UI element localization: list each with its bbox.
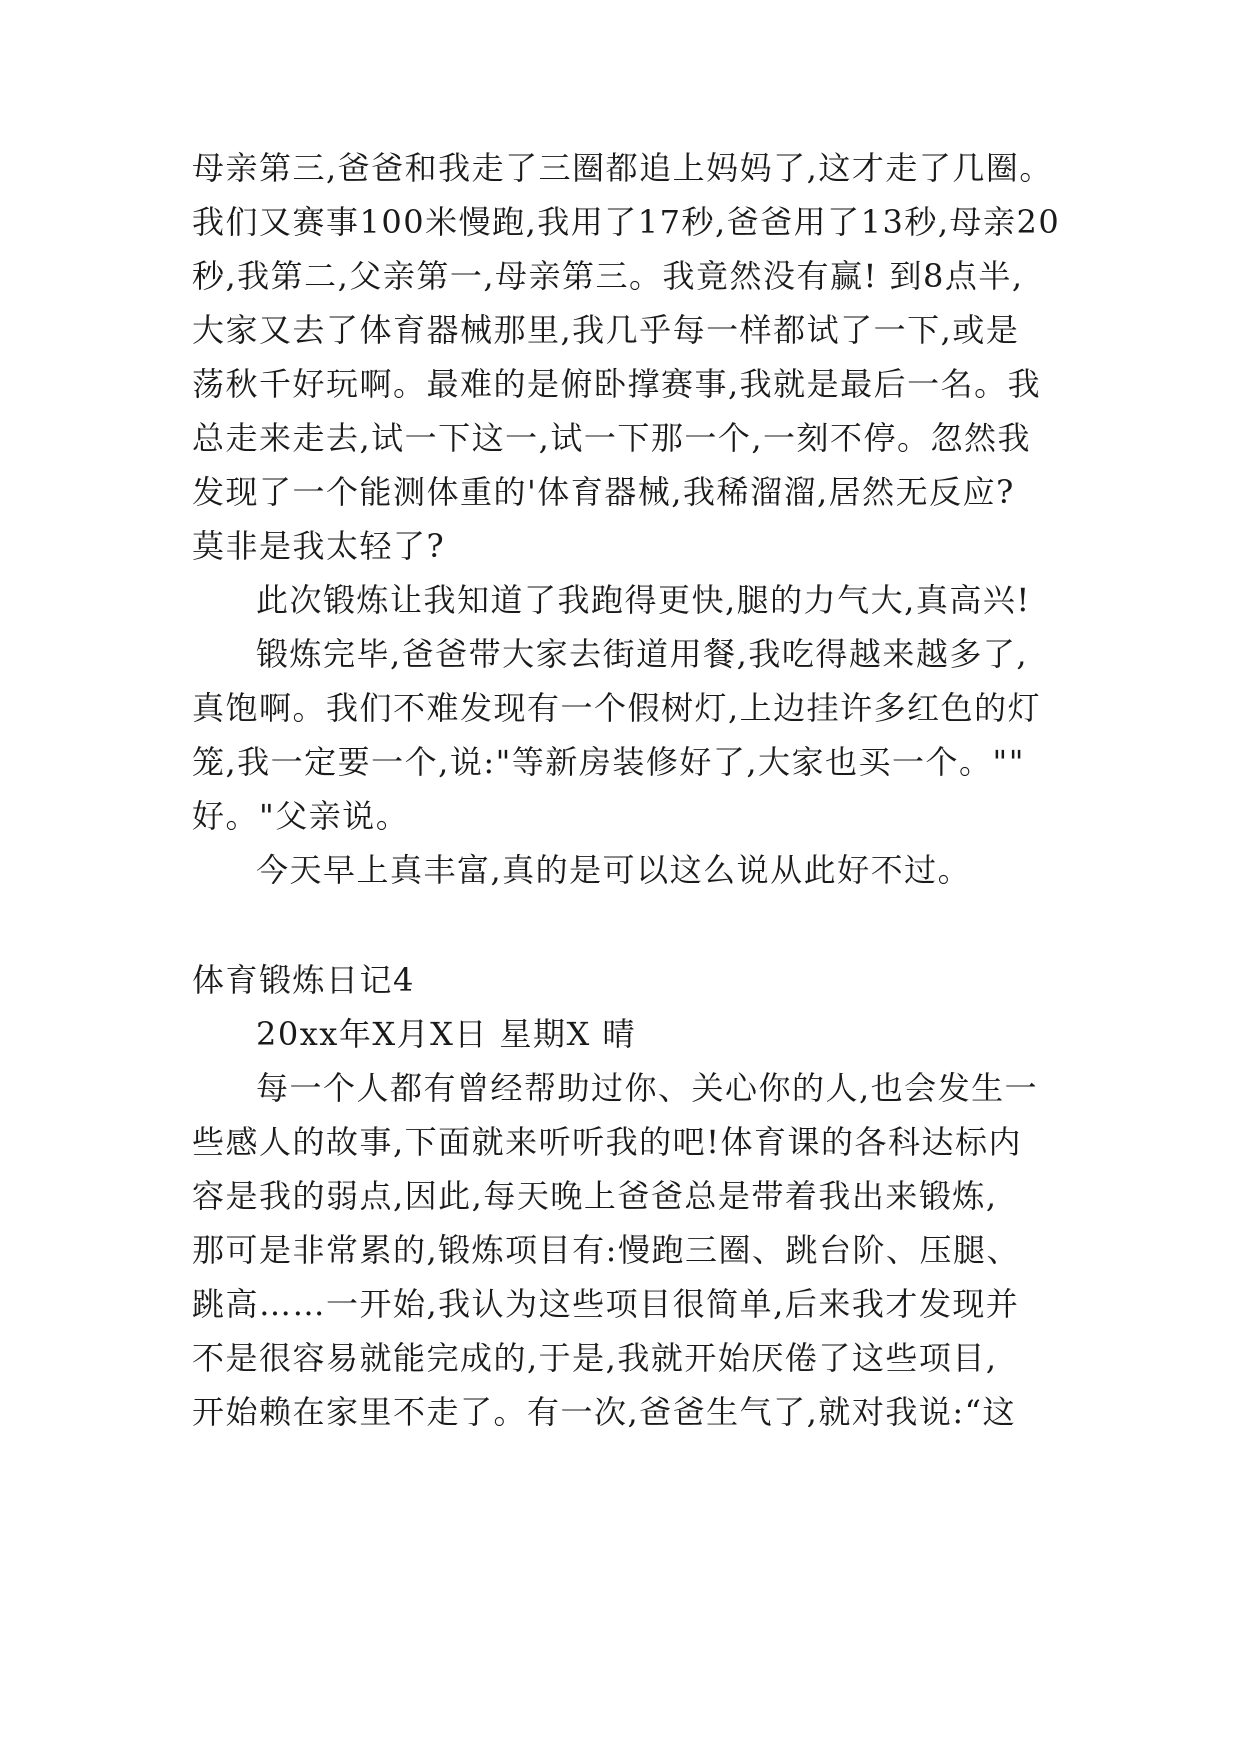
text-line: 不是很容易就能完成的,于是,我就开始厌倦了这些项目, [192, 1339, 998, 1377]
text-line: 容是我的弱点,因此,每天晚上爸爸总是带着我出来锻炼, [192, 1177, 998, 1215]
text-line: 发现了一个能测体重的'体育器械,我稀溜溜,居然无反应? [192, 473, 1015, 511]
text-line: 开始赖在家里不走了。有一次,爸爸生气了,就对我说:“这 [192, 1393, 1016, 1431]
text-line: 笼,我一定要一个,说:"等新房装修好了,大家也买一个。"" [192, 743, 1025, 781]
paragraph-line: 此次锻炼让我知道了我跑得更快,腿的力气大,真高兴! [256, 581, 1031, 619]
text-line: 大家又去了体育器械那里,我几乎每一样都试了一下,或是 [192, 311, 1020, 349]
text-line: 真饱啊。我们不难发现有一个假树灯,上边挂许多红色的灯 [192, 689, 1042, 727]
text-line: 总走来走去,试一下这一,试一下那一个,一刻不停。忽然我 [192, 419, 1032, 457]
text-line: 好。"父亲说。 [192, 797, 410, 835]
text-line: 莫非是我太轻了? [192, 527, 446, 565]
paragraph-line: 锻炼完毕,爸爸带大家去街道用餐,我吃得越来越多了, [256, 635, 1029, 673]
text-line: 荡秋千好玩啊。最难的是俯卧撑赛事,我就是最后一名。我 [192, 365, 1042, 403]
paragraph-line: 今天早上真丰富,真的是可以这么说从此好不过。 [256, 851, 972, 889]
text-line: 我们又赛事100米慢跑,我用了17秒,爸爸用了13秒,母亲20 [192, 203, 1061, 241]
paragraph-line: 每一个人都有曾经帮助过你、关心你的人,也会发生一 [256, 1069, 1039, 1107]
section-title: 体育锻炼日记4 [192, 961, 415, 999]
date-line: 20xx年X月X日 星期X 晴 [256, 1015, 637, 1053]
text-line: 母亲第三,爸爸和我走了三圈都追上妈妈了,这才走了几圈。 [192, 149, 1053, 187]
text-line: 些感人的故事,下面就来听听我的吧!体育课的各科达标内 [192, 1123, 1023, 1161]
text-line: 跳高……一开始,我认为这些项目很简单,后来我才发现并 [192, 1285, 1020, 1323]
text-line: 秒,我第二,父亲第一,母亲第三。我竟然没有赢! 到8点半, [192, 257, 1024, 295]
text-line: 那可是非常累的,锻炼项目有:慢跑三圈、跳台阶、压腿、 [192, 1231, 1020, 1269]
